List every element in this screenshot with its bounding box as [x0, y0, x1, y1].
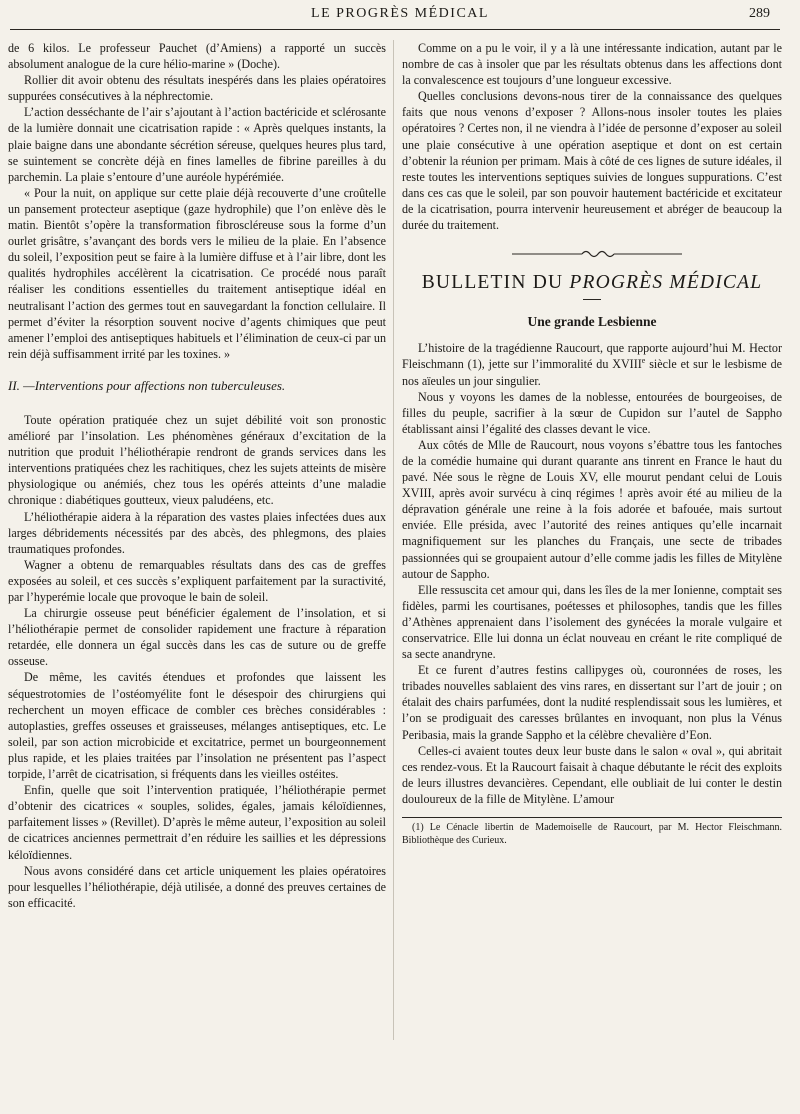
page-number: 289 — [749, 6, 770, 21]
page-header — [0, 0, 800, 34]
paragraph: Enfin, quelle que soit l’intervention pratiquée, l’héliothérapie permet d’obtenir des cicatrices « souples, solides, égales, jamais kéloïdiennes, parfaitement lisses » (Revillet). D’après le même auteur, l’exposition au soleil de cicatrices anciennes permettrait d’en réduire les saillies et les dépressions kéloïdiennes. — [8, 783, 386, 862]
left-column — [8, 40, 386, 911]
paragraph: L’histoire de la tragédienne Raucourt, que rapporte aujourd’hui M. Hector Fleischmann (1), jette sur l’immoralité du XVIIIe siècle et sur le lesbisme de nos aïeules un jour singulier. — [402, 341, 782, 388]
paragraph: Toute opération pratiquée chez un sujet débilité voit son pronostic amélioré par l’insolation. Les phénomènes généraux d’excitation de la nutrition que produit l’héliothérapie rendront de grands services dans les interventions pratiquées chez les rachitiques, chez les sujets atteints de misère physiologique ou anémiés, chez tous les opérés atteints d’une maladie chronique : diabétiques goutteux, vieux paludéens, etc. — [8, 412, 386, 508]
paragraph: Aux côtés de Mlle de Raucourt, nous voyons s’ébattre tous les fantoches de la comédie humaine qui durant quarante ans tinrent en France le haut du pavé. Née sous le règne de Louis XV, elle mourut pendant celui de Louis XVIII, après avoir survécu à cinq régimes ! après avoir été au milieu de la dépravation générale une reine à la fois adorée et bafouée, mais surtout enviée. Elle présida, avec l’autorité des reines antiques qu’elle incarnait magnifiquement sur les planches du Français, une secte de tribades passionnées qui se groupaient autour d’elle comme jadis les filles de Mitylène autour de Sappho. — [402, 437, 782, 581]
title-rule — [583, 299, 601, 300]
paragraph: Comme on a pu le voir, il y a là une intéressante indication, autant par le nombre de cas à insoler que par les résultats obtenus dans les affections dont la convalescence est toujours d’une longueur excessive. — [402, 41, 782, 88]
bulletin-title-italic: PROGRÈS MÉDICAL — [569, 272, 763, 294]
bulletin-title-roman: BULLETIN DU — [421, 272, 570, 294]
header-rule — [10, 29, 780, 30]
paragraph: De même, les cavités étendues et profondes que laissent les séquestrotomies de l’ostéomyélite font le désespoir des chirurgiens qui recherchent un moyen efficace de combler ces brèches considérables : autoplasties, greffes osseuses et graisseuses, mélanges antiseptiques, etc. Le soleil, par son action microbicide et excitatrice, permet un bourgeonnement plus rapide, et les plaies traitées par l’insolation ne présentent pas l’aspect torpide, l’arrêt de cicatrisation, si fréquents dans les vieilles ostéites. — [8, 670, 386, 782]
paragraph: Quelles conclusions devons-nous tirer de la connaissance des quelques faits que nous venons d’exposer ? Allons-nous insoler toutes les plaies opératoires ? Certes non, il ne viendra à l’idée de personne d’exposer au soleil une plaie consécutive à une opération aseptique et dont on est certain d’obtenir la réunion per primam. Mais à côté de ces lignes de suture idéales, il reste toutes les interventions septiques suivies de longues suppurations. C’est dans ces cas que le soleil, par son pouvoir hautement bactéricide et excitateur de la cicatrisation, pourra intervenir heureusement et abréger de beaucoup la durée du traitement. — [402, 89, 782, 233]
footnote-rule — [402, 817, 782, 818]
paragraph: L’action desséchante de l’air s’ajoutant à l’action bactéricide et sclérosante de la lumière donnait une cicatrisation rapide : « Après quelques instants, la plaie baigne dans une abondante sécrétion séreuse, quelques heures plus tard, se suintement se concrète déjà en fines lamelles de fibrine pareilles à du parchemin. La plaie s’entoure d’une auréole hypérémiée. — [8, 105, 386, 184]
section-subheading: II. —Interventions pour affections non tuberculeuses. — [8, 377, 286, 393]
bulletin-title — [402, 272, 782, 294]
paragraph: Wagner a obtenu de remarquables résultats dans des cas de greffes exposées au soleil, et ces succès s’expliquent parfaitement par la suractivité, par l’hyperémie locale que provoque le bain de soleil. — [8, 557, 386, 604]
paragraph: « Pour la nuit, on applique sur cette plaie déjà recouverte d’une croûtelle un pansement protecteur aseptique (gaze hydrophile) que l’on enlève dès le matin. Bientôt s’opère la transformation fibroscléreuse sous la forme d’un ourlet grisâtre, s’avançant des bords vers le milieu de la plaie. En l’absence du soleil, l’exposition peut se faire à la lumière diffuse et à l’air libre, dont les qualités hydrophiles accélèrent la cicatrisation. Ce procédé nous paraît réaliser les conditions essentielles du traitement antiseptique idéal en neutralisant l’action des germes tout en sauvegardant la fonction cellulaire. Il permet d’éviter la résorption souvent nocive d’agents chimiques que peut amener l’emploi des antiseptiques habituels et l’élimination de ceux-ci par un rein déjà suffisamment irrité par les toxines. » — [8, 185, 386, 361]
paragraph: Celles-ci avaient toutes deux leur buste dans le salon « oval », qui abritait ces rendez-vous. Et la Raucourt faisait à chaque débutante le récit des exploits de leurs illustres devancières. Cependant, elle oubliait de lui conter le destin douloureux de la fille de Mitylène. L’amour — [402, 743, 782, 806]
footnote: (1) Le Cénacle libertin de Mademoiselle de Raucourt, par M. Hector Fleischmann. Bibliothèque des Curieux. — [402, 822, 782, 846]
paragraph: La chirurgie osseuse peut bénéficier également de l’insolation, et si l’héliothérapie permet de consolider rapidement une fracture à réparation retardée, elle donnera un égal succès dans les cas de suture ou de greffe osseuse. — [8, 606, 386, 669]
paragraph: Et ce furent d’autres festins callipyges où, couronnées de roses, les tribades nouvelles sablaient des vins rares, en dissertant sur l’art de jouir ; on étalait des chairs parfumées, dont la nudité resplendissait sous les lumières, et l’on se prodiguait des caresses brûlantes en invoquant, non plus la Vénus Peribasia, mais la grande Sappho et la célèbre chevalière d’Eon. — [402, 663, 782, 742]
paragraph: Nous avons considéré dans cet article uniquement les plaies opératoires pour lesquelles l’héliothérapie, déjà utilisée, a donné des preuves certaines de son efficacité. — [8, 863, 386, 910]
paragraph: Rollier dit avoir obtenu des résultats inespérés dans les plaies opératoires suppurées consécutives à la néphrectomie. — [8, 73, 386, 104]
right-column — [402, 40, 782, 847]
column-divider — [393, 40, 394, 1040]
paragraph: L’héliothérapie aidera à la réparation des vastes plaies infectées dues aux larges débridements nécessités par des abcès, des phlegmons, des plaies traumatiques profondes. — [8, 509, 386, 556]
paragraph: Nous y voyons les dames de la noblesse, entourées de bourgeoises, de filles du peuple, sacrifier à la sœur de Cupidon sur l’autel de Sappho établissant ainsi l’égalité des classes devant le vice. — [402, 389, 782, 436]
section-ornament — [402, 247, 782, 261]
ornament-divider-icon — [442, 247, 742, 261]
running-title: LE PROGRÈS MÉDICAL — [311, 6, 489, 21]
paragraph: de 6 kilos. Le professeur Pauchet (d’Amiens) a rapporté un succès absolument analogue de la cure hélio-marine » (Doche). — [8, 41, 386, 72]
paragraph: Elle ressuscita cet amour qui, dans les îles de la mer Ionienne, comptait ses fidèles, parmi les courtisanes, poétesses et philosophes, tandis que les filles d’Athènes apprenaient dans l’isolement des gynécées la morale vulgaire et conservatrice. Elle lui donna un éclat nouveau en créant le rite compliqué de sa secte anandryne. — [402, 582, 782, 662]
article-title: Une grande Lesbienne — [527, 314, 657, 330]
